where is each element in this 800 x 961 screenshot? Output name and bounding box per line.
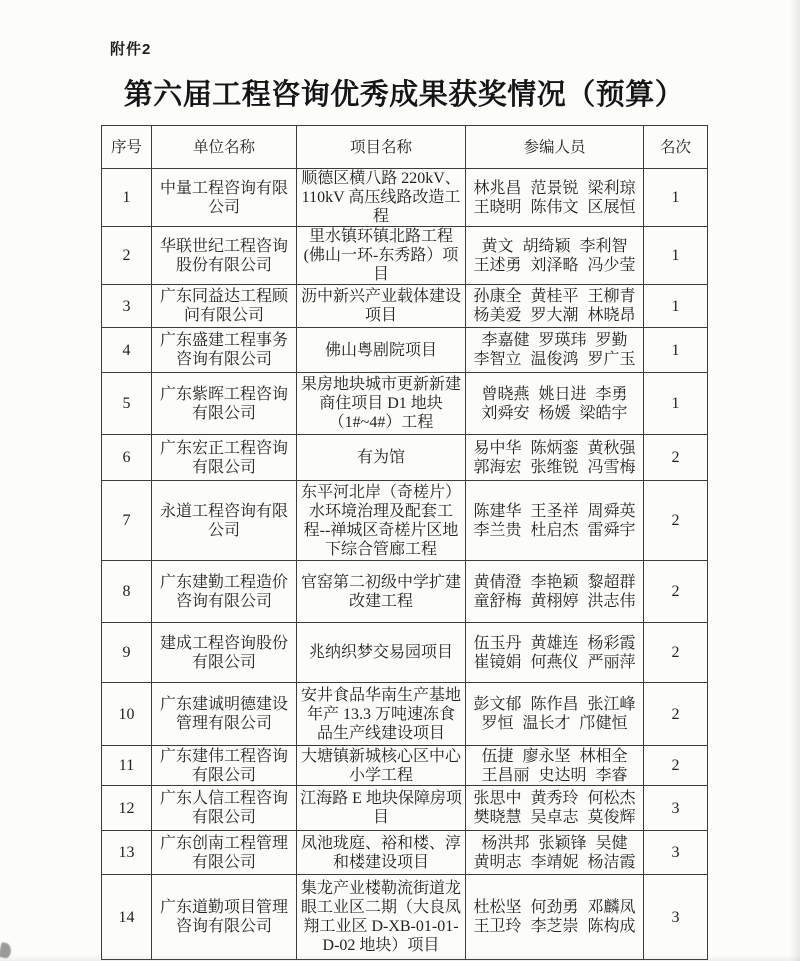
participants-line: 李嘉健 罗瑛玮 罗勤: [481, 332, 628, 349]
participants-cell: [466, 373, 644, 435]
table-row: [102, 683, 708, 746]
row-number-cell: 1: [102, 169, 152, 227]
rank-cell: 1: [644, 169, 708, 227]
unit-name-cell: 中量工程咨询有限公司: [152, 169, 297, 227]
table-body: [102, 169, 708, 960]
unit-name-cell: 华联世纪工程咨询股份有限公司: [152, 227, 297, 285]
participants-line: 杜松坚 何劲勇 邓麟凤: [473, 899, 636, 916]
row-number-cell: 2: [102, 227, 152, 285]
project-name-cell: 集龙产业楼勒流街道龙眼工业区二期（大良凤翔工业区 D-XB-01-01-D-02 地块）项目: [297, 875, 466, 960]
scan-edge-shadow: [790, 0, 800, 961]
row-number-cell: 6: [102, 435, 152, 481]
unit-name-cell: 广东宏正工程咨询有限公司: [152, 435, 297, 481]
header-unit-name: 单位名称: [152, 126, 297, 169]
participants-cell: [466, 435, 644, 481]
participants-cell: [466, 875, 644, 960]
participants-cell: [466, 623, 644, 683]
unit-name-cell: 广东盛建工程事务咨询有限公司: [152, 328, 297, 373]
participants-line: 陈建华 王圣祥 周舜英: [473, 502, 636, 520]
participants-line: 易中华 陈炳銮 黄秋强: [473, 439, 636, 457]
table-row: [102, 746, 708, 786]
table-row: [102, 623, 708, 683]
participants-line: 樊晓慧 吴卓志 莫俊辉: [473, 809, 636, 826]
row-number-cell: 3: [102, 285, 152, 328]
participants-line: 王述勇 刘泽略 冯少莹: [473, 256, 636, 274]
participants-line: 伍玉丹 黄雄连 杨彩霞: [473, 634, 636, 652]
unit-name-cell: 建成工程咨询股份有限公司: [152, 623, 297, 683]
project-name-cell: 凤池珑庭、裕和楼、淳和楼建设项目: [297, 831, 466, 875]
unit-name-cell: 广东建伟工程咨询有限公司: [152, 746, 297, 786]
participants-line: 王卫玲 李芝崇 陈构成: [473, 918, 636, 935]
rank-cell: 1: [644, 227, 708, 285]
table-row: [102, 169, 708, 227]
row-number-cell: 9: [102, 623, 152, 683]
participants-line: 郭海宏 张维锐 冯雪梅: [473, 458, 636, 476]
participants-line: 王昌丽 史达明 李睿: [481, 766, 628, 784]
project-name-cell: 江海路 E 地块保障房项目: [297, 786, 466, 831]
rank-cell: 2: [644, 623, 708, 683]
unit-name-cell: 广东紫晖工程咨询有限公司: [152, 373, 297, 435]
unit-name-cell: 广东人信工程咨询有限公司: [152, 786, 297, 831]
table-row: [102, 328, 708, 373]
participants-line: 李智立 温俊鸿 罗广玉: [473, 351, 636, 368]
participants-line: 王晓明 陈伟文 区展恒: [473, 198, 636, 216]
participants-cell: [466, 169, 644, 227]
header-participants: 参编人员: [466, 126, 644, 169]
participants-line: 罗恒 温长才 邝健恒: [481, 715, 628, 732]
participants-cell: [466, 328, 644, 373]
unit-name-cell: 广东创南工程管理有限公司: [152, 831, 297, 875]
rank-cell: 1: [644, 373, 708, 435]
table-row: [102, 227, 708, 285]
project-name-cell: 官窑第二初级中学扩建改建工程: [297, 561, 466, 623]
participants-line: 黄明志 李靖妮 杨洁霞: [473, 853, 636, 871]
rank-cell: 3: [644, 786, 708, 831]
participants-cell: [466, 831, 644, 875]
participants-cell: [466, 683, 644, 746]
row-number-cell: 12: [102, 786, 152, 831]
participants-line: 崔镜娟 何燕仪 严丽萍: [473, 653, 636, 671]
participants-cell: [466, 786, 644, 831]
rank-cell: 1: [644, 328, 708, 373]
unit-name-cell: 广东建勤工程造价咨询有限公司: [152, 561, 297, 623]
project-name-cell: 大塘镇新城核心区中心小学工程: [297, 746, 466, 786]
rank-cell: 2: [644, 435, 708, 481]
participants-cell: [466, 746, 644, 786]
rank-cell: 3: [644, 831, 708, 875]
unit-name-cell: 广东道勤项目管理咨询有限公司: [152, 875, 297, 960]
header-rank: 名次: [644, 126, 708, 169]
participants-line: 曾晓燕 姚日进 李勇: [481, 385, 628, 403]
row-number-cell: 11: [102, 746, 152, 786]
project-name-cell: 安井食品华南生产基地年产 13.3 万吨速冻食品生产线建设项目: [297, 683, 466, 746]
project-name-cell: 里水镇环镇北路工程(佛山一环-东秀路）项目: [297, 227, 466, 285]
table-row: [102, 373, 708, 435]
participants-line: 张思中 黄秀玲 何松杰: [473, 790, 636, 807]
table-row: [102, 435, 708, 481]
table-row: [102, 786, 708, 831]
awards-table: [101, 125, 708, 960]
table-row: [102, 875, 708, 960]
table-row: [102, 831, 708, 875]
project-name-cell: 有为馆: [297, 435, 466, 481]
participants-line: 林兆昌 范景锐 梁利琼: [473, 179, 636, 197]
unit-name-cell: 广东同益达工程顾问有限公司: [152, 285, 297, 328]
project-name-cell: 果房地块城市更新新建商住项目 D1 地块（1#~4#）工程: [297, 373, 466, 435]
attachment-label: 附件2: [110, 41, 152, 58]
rank-cell: 2: [644, 683, 708, 746]
table-header-row: [102, 126, 708, 169]
participants-line: 童舒梅 黄栩婷 洪志伟: [473, 592, 636, 610]
table-row: [102, 561, 708, 623]
unit-name-cell: 广东建诚明德建设管理有限公司: [152, 683, 297, 746]
project-name-cell: 顺德区横八路 220kV、110kV 高压线路改造工程: [297, 169, 466, 227]
rank-cell: 3: [644, 875, 708, 960]
row-number-cell: 5: [102, 373, 152, 435]
unit-name-cell: 永道工程咨询有限公司: [152, 481, 297, 561]
rank-cell: 1: [644, 285, 708, 328]
row-number-cell: 13: [102, 831, 152, 875]
rank-cell: 2: [644, 746, 708, 786]
project-name-cell: 佛山粤剧院项目: [297, 328, 466, 373]
header-project-name: 项目名称: [297, 126, 466, 169]
rank-cell: 2: [644, 561, 708, 623]
participants-cell: [466, 481, 644, 561]
participants-line: 黄倩澄 李艳颖 黎超群: [473, 573, 636, 591]
participants-line: 李兰贵 杜启杰 雷舜宇: [473, 521, 636, 539]
table-row: [102, 481, 708, 561]
participants-line: 彭文郁 陈作昌 张江峰: [473, 696, 636, 713]
rank-cell: 2: [644, 481, 708, 561]
participants-line: 孙康全 黄桂平 王柳青: [473, 288, 636, 305]
participants-line: 杨洪邦 张颖锋 吴健: [481, 834, 628, 852]
participants-cell: [466, 561, 644, 623]
header-no: 序号: [102, 126, 152, 169]
scan-corner-smudge: [0, 942, 12, 959]
participants-line: 杨美爱 罗大潮 林晓昂: [473, 307, 636, 324]
page-title: 第六届工程咨询优秀成果获奖情况（预算）: [123, 79, 685, 111]
participants-line: 黄文 胡绮颖 李利智: [481, 237, 628, 255]
project-name-cell: 东平河北岸（奇槎片）水环境治理及配套工程--禅城区奇槎片区地下综合管廊工程: [297, 481, 466, 561]
row-number-cell: 4: [102, 328, 152, 373]
participants-cell: [466, 227, 644, 285]
row-number-cell: 8: [102, 561, 152, 623]
table-row: [102, 285, 708, 328]
row-number-cell: 14: [102, 875, 152, 960]
participants-cell: [466, 285, 644, 328]
participants-line: 刘舜安 杨媛 梁皓宇: [481, 404, 628, 422]
participants-line: 伍捷 廖永坚 林相全: [481, 747, 628, 765]
row-number-cell: 10: [102, 683, 152, 746]
row-number-cell: 7: [102, 481, 152, 561]
project-name-cell: 沥中新兴产业载体建设项目: [297, 285, 466, 328]
project-name-cell: 兆纳织梦交易园项目: [297, 623, 466, 683]
